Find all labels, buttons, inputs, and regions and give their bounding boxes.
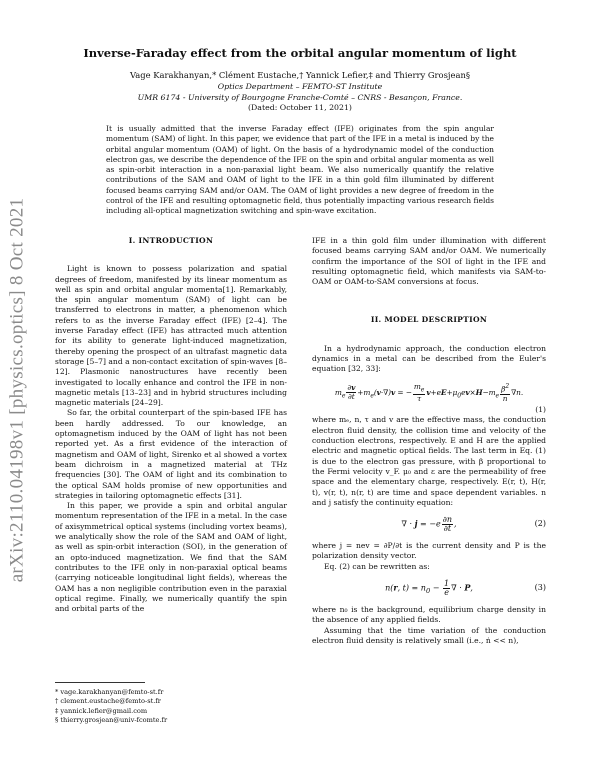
paper-header: [60, 46, 540, 114]
left-column: [55, 236, 287, 614]
right-column: [312, 236, 546, 646]
arxiv-stamp-text: arXiv:2110.04198v1 [physics.optics] 8 Oct 2021: [6, 197, 28, 583]
intro-paragraph-2: So far, the orbital counterpart of the spin-based IFE has been hardly addressed. To our knowledge, an optomagnetism induced by the OAM of light has not been reported yet. As a first evidence of the interaction of magnetism and OAM of light, Sirenko et al showed a vortex beam dichroism in a magnetized material at THz frequencies [30]. The OAM of light and its combination to the optical SAM holds promise of new opportunities and strategies in tailoring optomagnetic effects [31].: [55, 408, 287, 500]
footnote-4: § thierry.grosjean@univ-fcomte.fr: [55, 716, 168, 725]
affiliation-institution: UMR 6174 - University of Bourgogne Franche-Comté – CNRS - Besançon, France.: [137, 92, 463, 102]
intro-continuation: IFE in a thin gold film under illumination with different focused beams carrying SAM and/or OAM. We numerically confirm the importance of the SOI of light in the IFE and resulting optomagnetic field, which manifests via SAM-to-OAM or OAM-to-SAM conversions at focus.: [312, 236, 546, 287]
intro-paragraph-3: In this paper, we provide a spin and orbital angular momentum representation of the IFE in a metal. In the case of axisymmetrical optical systems (including vortex beams), we analytically show the role of the SAM and OAM of light, as well as spin-orbit interaction (SOI), in the generation of an opto-induced magnetization. We find that the SAM contributes to the IFE only in non-paraxial optical beams (carrying noticeable longitudinal light fields), whereas the OAM has a non negligible contribution even in the paraxial optical regime. Finally, we numerically quantify the spin and orbital parts of the: [55, 501, 287, 614]
footnotes: [55, 682, 287, 726]
equation-1-number: (1): [535, 405, 546, 415]
footnote-2: † clement.eustache@femto-st.fr: [55, 697, 161, 706]
model-paragraph-3: where j = nev = ∂P/∂t is the current density and P is the polarization density vector.: [312, 541, 546, 561]
model-paragraph-2: where mₑ, n, τ and v are the effective mass, the conduction electron fluid density, the collision time and velocity of the conduction electrons, respectively. E and H are the applied electric and magnetic optical fields. The last term in Eq. (1) is due to the electron gas pressure, with β proportional to the Fermi velocity v_F. μ₀ and ε are the permeability of free space and the elementary charge, respectively. E(r, t), H(r, t), v(r, t), n(r, t) are time and space dependent variables. n and j satisfy the continuity equation:: [312, 415, 546, 507]
section-heading-model: II. MODEL DESCRIPTION: [370, 315, 488, 325]
footnote-rule: [55, 682, 145, 683]
footnote-1: * vage.karakhanyan@femto-st.fr: [55, 688, 164, 696]
model-paragraph-1: In a hydrodynamic approach, the conduction electron dynamics in a metal can be described from the Euler's equation [32, 33]:: [312, 343, 546, 374]
section-heading-introduction: I. INTRODUCTION: [128, 236, 214, 245]
footnote-3: ‡ yannick.lefier@gmail.com: [55, 706, 148, 715]
affiliation-department: Optics Department – FEMTO-ST Institute: [217, 82, 383, 91]
equation-2: ∇ · j = −e $\frac{\partial n}{\partial t}$ , (2): [401, 515, 546, 534]
equation-3-number: (3): [534, 583, 546, 593]
model-paragraph-4: Eq. (2) can be rewritten as:: [324, 561, 430, 571]
model-paragraph-6: Assuming that the time variation of the conduction electron fluid density is relatively small (i.e., ṅ << n),: [312, 625, 546, 645]
intro-paragraph-1: Light is known to possess polarization and spatial degrees of freedom, manifested by its linear momentum as well as spin and orbital angular momenta[1]. Remarkably, the spin angular momentum (SAM) of light can be transferred to electrons in matter, a phenomenon which refers to as the inverse Faraday effect (IFE) [2–4]. The inverse Faraday effect (IFE) has attracted much attention for its ability to generate light-induced magnetization, thereby opening the prospect of an ultrafast magnetic data storage [5–7] and a non-contact excitation of spin-waves [8–12]. Plasmonic nanostructures have recently been investigated to locally enhance and control the IFE in non-magnetic metals [13–23] and in hybrid structures including magnetic materials [24–29].: [55, 264, 287, 408]
dated-line: (Dated: October 11, 2021): [248, 103, 352, 112]
equation-1: $m_e$ $\frac{\partial v}{\partial t}$ $+m_e(v\cdot\nabla)v$ = − $\frac{m_e}{\tau}$ $v+eE+\mu_0ev\times H-m_e$ $\frac{\beta^2}{n}$ ∇n.: [334, 381, 524, 404]
abstract: It is usually admitted that the inverse Faraday effect (IFE) originates from the spin angular momentum (SAM) of light. In this paper, we evidence that part of the IFE in a metal is induced by the orbital angular momentum (OAM) of light. On the basis of a hydrodynamic model of the conduction electron gas, we describe the dependence of the IFE on the spin and orbital angular momenta as well as spin-orbit interaction in a non-paraxial light beam. We also numerically quantify the relative contributions of the SAM and OAM of light to the IFE in a thin gold film illuminated by different focused beams carrying SAM and/or OAM. The OAM of light provides a new degree of freedom in the control of the IFE and resulting optomagnetic field, thus potentially impacting various research fields including all-optical magnetization switching and spin-wave excitation.: [106, 124, 494, 216]
model-paragraph-5: where n₀ is the background, equilibrium charge density in the absence of any applied fields.: [312, 605, 546, 625]
equation-3: n(r, $t) = n_0$ − $\frac{1}{e}$ ∇ · P, (3): [385, 579, 546, 597]
paper-title: Inverse-Faraday effect from the orbital angular momentum of light: [83, 46, 517, 60]
equation-2-number: (2): [534, 519, 546, 529]
author-list: Vage Karakhanyan,* Clément Eustache,† Yannick Lefier,‡ and Thierry Grosjean§: [129, 70, 471, 80]
arxiv-identifier-stamp: [4, 170, 30, 610]
